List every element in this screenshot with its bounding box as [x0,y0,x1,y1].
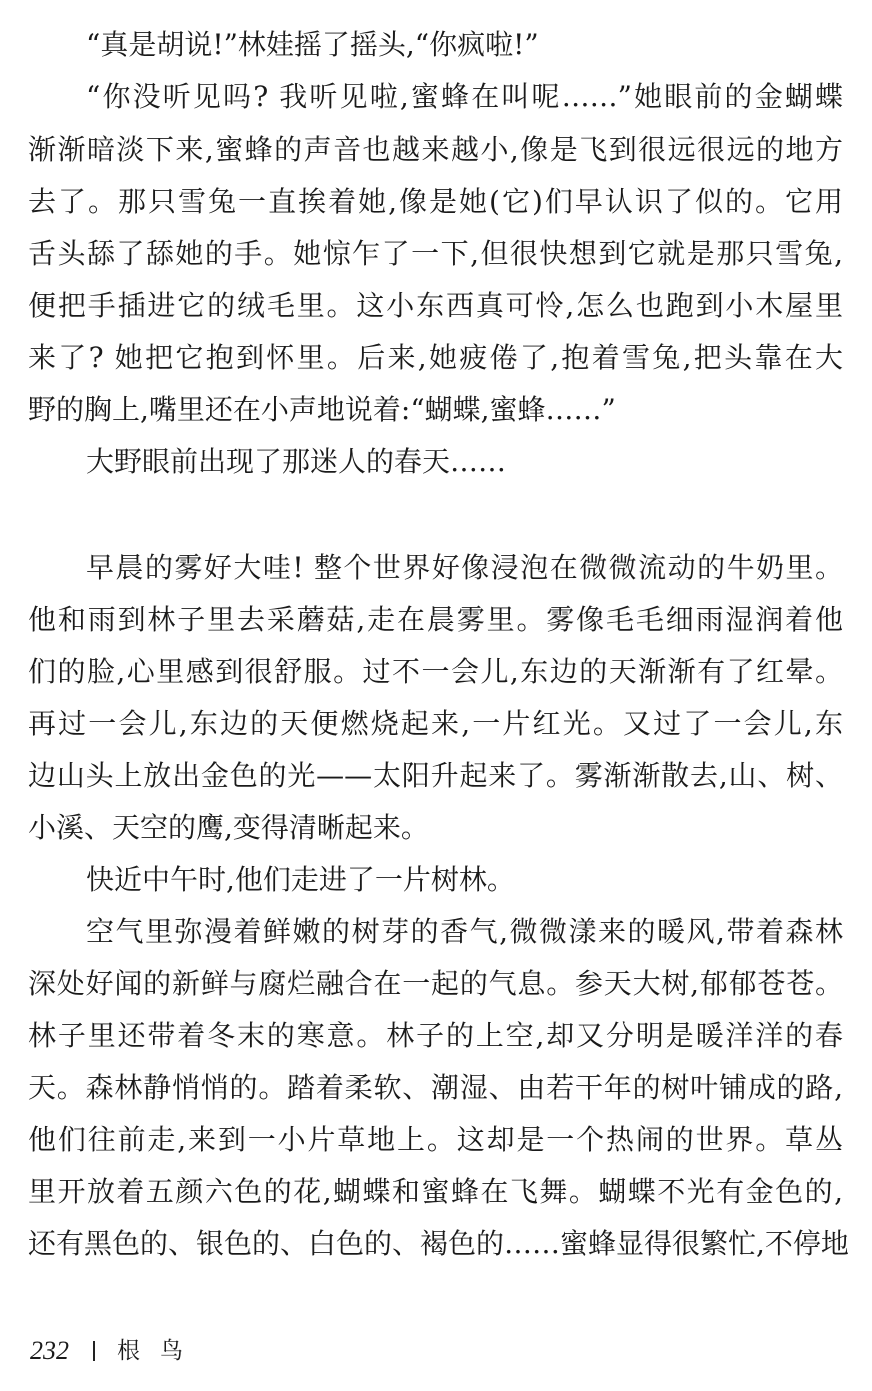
text-line: 再过一会儿,东边的天便燃烧起来,一片红光。又过了一会儿,东 [28,707,843,740]
text-line: “真是胡说!”林娃摇了摇头,“你疯啦!” [86,28,539,61]
text-line: 边山头上放出金色的光——太阳升起来了。雾渐渐散去,山、树、 [28,759,843,792]
text-line: 还有黑色的、银色的、白色的、褐色的……蜜蜂显得很繁忙,不停地 [28,1227,849,1260]
text-line: 他们往前走,来到一小片草地上。这却是一个热闹的世界。草丛 [28,1123,843,1156]
text-line: 渐渐暗淡下来,蜜蜂的声音也越来越小,像是飞到很远很远的地方 [28,133,843,166]
text-line: 空气里弥漫着鲜嫩的树芽的香气,微微漾来的暖风,带着森林 [86,915,843,948]
footer-divider [93,1341,95,1361]
text-line: 早晨的雾好大哇! 整个世界好像浸泡在微微流动的牛奶里。 [86,551,843,584]
text-line: 他和雨到林子里去采蘑菇,走在晨雾里。雾像毛毛细雨湿润着他 [28,603,843,636]
text-line: 们的脸,心里感到很舒服。过不一会儿,东边的天渐渐有了红晕。 [28,655,843,688]
text-line: 便把手插进它的绒毛里。这小东西真可怜,怎么也跑到小木屋里 [28,289,843,322]
text-line: 林子里还带着冬末的寒意。林子的上空,却又分明是暖洋洋的春 [28,1019,843,1052]
text-line: 野的胸上,嘴里还在小声地说着:“蝴蝶,蜜蜂……” [28,393,616,426]
text-line: 舌头舔了舔她的手。她惊乍了一下,但很快想到它就是那只雪兔, [28,237,843,270]
text-line: 来了? 她把它抱到怀里。后来,她疲倦了,抱着雪兔,把头靠在大 [28,341,843,374]
page-footer [30,1333,203,1369]
text-line: 深处好闻的新鲜与腐烂融合在一起的气息。参天大树,郁郁苍苍。 [28,967,843,1000]
book-title: 根鸟 [117,1338,203,1364]
page-number: 232 [30,1336,69,1365]
text-line: 快近中午时,他们走进了一片树林。 [86,863,515,896]
text-line: 天。森林静悄悄的。踏着柔软、潮湿、由若干年的树叶铺成的路, [28,1071,843,1104]
text-line: “你没听见吗? 我听见啦,蜜蜂在叫呢……”她眼前的金蝴蝶 [86,80,843,113]
text-line: 去了。那只雪兔一直挨着她,像是她(它)们早认识了似的。它用 [28,185,843,218]
text-line: 小溪、天空的鹰,变得清晰起来。 [28,811,429,844]
text-line: 里开放着五颜六色的花,蝴蝶和蜜蜂在飞舞。蝴蝶不光有金色的, [28,1175,843,1208]
text-line: 大野眼前出现了那迷人的春天…… [86,445,507,478]
